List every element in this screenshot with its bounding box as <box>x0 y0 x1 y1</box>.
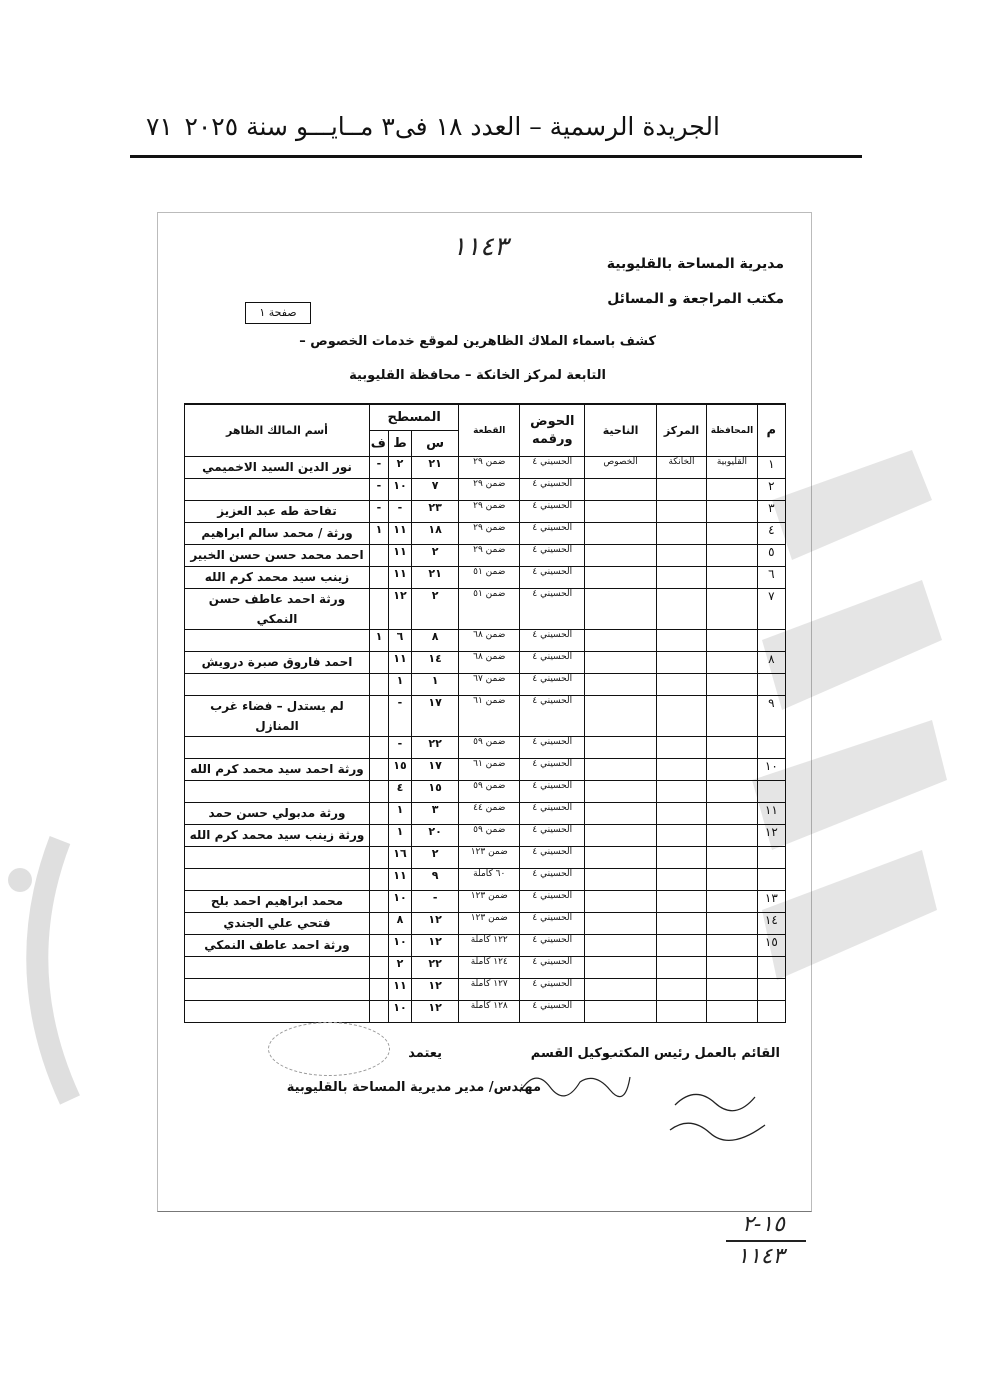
cell-t: ١٠ <box>388 935 411 957</box>
cell-s: ٢٢ <box>412 957 459 979</box>
cell-t: ١١ <box>388 652 411 674</box>
cell-seq <box>757 674 785 696</box>
cell-gov <box>707 674 757 696</box>
cell-owner <box>185 674 370 696</box>
cell-gov: القليوبية <box>707 457 757 479</box>
signature-scribble-2 <box>665 1085 775 1145</box>
cell-f <box>369 1001 388 1023</box>
cell-t: ١٥ <box>388 759 411 781</box>
cell-basin: الحسيني ٤ <box>520 545 585 567</box>
cell-center <box>656 825 706 847</box>
cell-center <box>656 803 706 825</box>
cell-seq: ١٠ <box>757 759 785 781</box>
cell-s: - <box>412 891 459 913</box>
cell-basin: الحسيني ٤ <box>520 589 585 630</box>
cell-seq <box>757 630 785 652</box>
cell-center <box>656 652 706 674</box>
cell-f <box>369 957 388 979</box>
cell-t: - <box>388 501 411 523</box>
directorate-name: مديرية المساحة بالقليوبية <box>606 256 784 272</box>
cell-district <box>585 891 656 913</box>
cell-seq: ١٢ <box>757 825 785 847</box>
cell-plot: ضمن ٥١ <box>459 567 520 589</box>
cell-center <box>656 567 706 589</box>
cell-gov <box>707 759 757 781</box>
cell-district <box>585 979 656 1001</box>
page-number: ٧١ <box>146 112 173 141</box>
cell-f <box>369 567 388 589</box>
cell-basin: الحسيني ٤ <box>520 781 585 803</box>
cell-s: ٢١ <box>412 457 459 479</box>
cell-plot: ضمن ٥١ <box>459 589 520 630</box>
header-governorate: المحافظة <box>707 404 757 457</box>
cell-plot: ضمن ٦١ <box>459 759 520 781</box>
cell-district <box>585 523 656 545</box>
cell-s: ١٤ <box>412 652 459 674</box>
cell-gov <box>707 825 757 847</box>
cell-basin: الحسيني ٤ <box>520 825 585 847</box>
table-row <box>185 935 786 957</box>
table-row <box>185 957 786 979</box>
cell-owner: ورثة احمد سيد محمد كرم الله <box>185 759 370 781</box>
table-row <box>185 545 786 567</box>
cell-center <box>656 501 706 523</box>
cell-owner: ورثة احمد عاطف حسن النمكي <box>185 589 370 630</box>
cell-basin: الحسيني ٤ <box>520 674 585 696</box>
cell-district <box>585 957 656 979</box>
cell-seq <box>757 957 785 979</box>
cell-gov <box>707 567 757 589</box>
header-district: الناحية <box>585 404 656 457</box>
document-title-line2: التابعة لمركز الخانكة – محافظة القليوبية <box>349 368 606 383</box>
cell-t: ١١ <box>388 523 411 545</box>
cell-s: ١٧ <box>412 696 459 737</box>
table-row <box>185 457 786 479</box>
table-row <box>185 803 786 825</box>
table-row <box>185 696 786 737</box>
cell-seq: ١٣ <box>757 891 785 913</box>
cell-gov <box>707 869 757 891</box>
cell-gov <box>707 696 757 737</box>
cell-s: ٢١ <box>412 567 459 589</box>
cell-district <box>585 803 656 825</box>
table-row <box>185 913 786 935</box>
cell-t: ٢ <box>388 957 411 979</box>
cell-seq: ١٥ <box>757 935 785 957</box>
cell-district <box>585 781 656 803</box>
cell-plot: ضمن ١٢٣ <box>459 847 520 869</box>
cell-center <box>656 891 706 913</box>
table-row <box>185 523 786 545</box>
header-center: المركز <box>656 404 706 457</box>
cell-f <box>369 674 388 696</box>
cell-center <box>656 545 706 567</box>
table-row <box>185 501 786 523</box>
table-row <box>185 891 786 913</box>
cell-seq <box>757 979 785 1001</box>
cell-f <box>369 589 388 630</box>
table-row <box>185 759 786 781</box>
cell-s: ٢٣ <box>412 501 459 523</box>
cell-basin: الحسيني ٤ <box>520 652 585 674</box>
header-basin: الحوض ورقمه <box>520 404 585 457</box>
cell-seq: ١٤ <box>757 913 785 935</box>
cell-basin: الحسيني ٤ <box>520 630 585 652</box>
cell-seq <box>757 847 785 869</box>
cell-gov <box>707 523 757 545</box>
cell-t: ١ <box>388 674 411 696</box>
cell-seq: ٦ <box>757 567 785 589</box>
cell-f <box>369 979 388 1001</box>
cell-plot: ١٢٨ كاملة <box>459 1001 520 1023</box>
cell-center <box>656 781 706 803</box>
cell-t: ١٢ <box>388 589 411 630</box>
cell-owner: ورثة زينب سيد محمد كرم الله <box>185 825 370 847</box>
cell-owner: ورثة مدبولي حسن حمد <box>185 803 370 825</box>
owners-table <box>184 403 786 1023</box>
cell-f: ١ <box>369 630 388 652</box>
cell-owner: ورثة احمد عاطف النمكي <box>185 935 370 957</box>
sig-dept-deputy: وكيل القسم <box>530 1046 610 1061</box>
cell-t: ٢ <box>388 457 411 479</box>
cell-basin: الحسيني ٤ <box>520 891 585 913</box>
table-row <box>185 781 786 803</box>
cell-basin: الحسيني ٤ <box>520 869 585 891</box>
cell-owner: زينب سيد محمد كرم الله <box>185 567 370 589</box>
handwritten-top-number: ١١٤٣ <box>452 232 508 262</box>
cell-f <box>369 825 388 847</box>
cell-gov <box>707 479 757 501</box>
fraction-line <box>726 1240 806 1242</box>
cell-owner <box>185 979 370 1001</box>
cell-f <box>369 737 388 759</box>
cell-gov <box>707 630 757 652</box>
cell-gov <box>707 847 757 869</box>
cell-f <box>369 803 388 825</box>
cell-district <box>585 501 656 523</box>
cell-basin: الحسيني ٤ <box>520 567 585 589</box>
cell-district <box>585 869 656 891</box>
cell-district <box>585 913 656 935</box>
table-row <box>185 589 786 630</box>
cell-district <box>585 825 656 847</box>
cell-basin: الحسيني ٤ <box>520 457 585 479</box>
cell-district <box>585 652 656 674</box>
cell-t: ١٠ <box>388 891 411 913</box>
cell-basin: الحسيني ٤ <box>520 957 585 979</box>
official-stamp <box>268 1022 390 1076</box>
signature-scribble-1 <box>515 1062 635 1102</box>
cell-owner: احمد فاروق صبرة درويش <box>185 652 370 674</box>
cell-owner <box>185 479 370 501</box>
table-row <box>185 1001 786 1023</box>
cell-seq: ٨ <box>757 652 785 674</box>
cell-owner <box>185 737 370 759</box>
cell-gov <box>707 913 757 935</box>
cell-f <box>369 652 388 674</box>
cell-plot: ضمن ٢٩ <box>459 523 520 545</box>
cell-plot: ضمن ٦٨ <box>459 652 520 674</box>
cell-plot: ضمن ١٢٣ <box>459 891 520 913</box>
watermark-left <box>0 820 140 1120</box>
cell-f <box>369 847 388 869</box>
cell-district <box>585 737 656 759</box>
cell-t: ١١ <box>388 869 411 891</box>
cell-center <box>656 696 706 737</box>
cell-s: ١٨ <box>412 523 459 545</box>
header-area-t: ط <box>388 431 411 457</box>
cell-center: الخانكة <box>656 457 706 479</box>
cell-basin: الحسيني ٤ <box>520 913 585 935</box>
cell-center <box>656 674 706 696</box>
cell-plot: ضمن ٦١ <box>459 696 520 737</box>
cell-s: ١٢ <box>412 979 459 1001</box>
header-divider <box>130 155 862 158</box>
cell-t: - <box>388 737 411 759</box>
cell-center <box>656 935 706 957</box>
cell-center <box>656 737 706 759</box>
cell-plot: ٦٠ كاملة <box>459 869 520 891</box>
cell-plot: ضمن ٢٩ <box>459 457 520 479</box>
cell-district <box>585 545 656 567</box>
cell-center <box>656 869 706 891</box>
cell-center <box>656 979 706 1001</box>
cell-f <box>369 759 388 781</box>
cell-district: الخصوص <box>585 457 656 479</box>
cell-district <box>585 674 656 696</box>
table-row <box>185 567 786 589</box>
cell-district <box>585 589 656 630</box>
table-row <box>185 652 786 674</box>
cell-seq: ٥ <box>757 545 785 567</box>
owners-table-body <box>185 457 786 1023</box>
cell-s: ٢ <box>412 847 459 869</box>
cell-district <box>585 630 656 652</box>
cell-owner: تفاحة طه عبد العزيز <box>185 501 370 523</box>
cell-s: ٢ <box>412 589 459 630</box>
cell-center <box>656 589 706 630</box>
cell-s: ١٢ <box>412 935 459 957</box>
cell-basin: الحسيني ٤ <box>520 1001 585 1023</box>
cell-seq <box>757 869 785 891</box>
cell-s: ٩ <box>412 869 459 891</box>
cell-gov <box>707 545 757 567</box>
handwritten-fraction-bottom: ١١٤٣ <box>737 1244 785 1269</box>
cell-f <box>369 545 388 567</box>
cell-owner: لم يستدل – فضاء غرب المنازل <box>185 696 370 737</box>
cell-f <box>369 869 388 891</box>
cell-t: ١٠ <box>388 479 411 501</box>
cell-district <box>585 1001 656 1023</box>
cell-seq: ١١ <box>757 803 785 825</box>
office-name: مكتب المراجعة و المسائل <box>607 291 784 307</box>
cell-owner <box>185 869 370 891</box>
cell-gov <box>707 737 757 759</box>
cell-plot: ضمن ١٢٣ <box>459 913 520 935</box>
cell-f: - <box>369 457 388 479</box>
cell-t: ١ <box>388 825 411 847</box>
cell-basin: الحسيني ٤ <box>520 479 585 501</box>
cell-f: ١ <box>369 523 388 545</box>
header-owner: أسم المالك الظاهر <box>185 404 370 457</box>
cell-center <box>656 1001 706 1023</box>
cell-owner: احمد محمد حسن حسن الخبير <box>185 545 370 567</box>
cell-gov <box>707 891 757 913</box>
header-area: المسطح <box>369 404 458 431</box>
cell-gov <box>707 803 757 825</box>
cell-gov <box>707 957 757 979</box>
cell-owner: فتحي علي الجندي <box>185 913 370 935</box>
sig-engineer: مهندس/ مدير مديرية المساحة بالقليوبية <box>286 1080 541 1095</box>
cell-t: ١١ <box>388 567 411 589</box>
cell-basin: الحسيني ٤ <box>520 696 585 737</box>
cell-seq <box>757 737 785 759</box>
cell-gov <box>707 979 757 1001</box>
cell-basin: الحسيني ٤ <box>520 979 585 1001</box>
cell-f <box>369 696 388 737</box>
cell-center <box>656 479 706 501</box>
cell-t: ١١ <box>388 979 411 1001</box>
cell-plot: ضمن ٤٤ <box>459 803 520 825</box>
table-row <box>185 869 786 891</box>
cell-f <box>369 913 388 935</box>
cell-seq: ٩ <box>757 696 785 737</box>
cell-owner: ورثة / محمد سالم ابراهيم <box>185 523 370 545</box>
cell-seq: ١ <box>757 457 785 479</box>
cell-s: ١٥ <box>412 781 459 803</box>
cell-f <box>369 891 388 913</box>
cell-basin: الحسيني ٤ <box>520 759 585 781</box>
cell-gov <box>707 781 757 803</box>
cell-s: ٣ <box>412 803 459 825</box>
cell-basin: الحسيني ٤ <box>520 737 585 759</box>
cell-s: ١٢ <box>412 913 459 935</box>
page-label-box: صفحة ١ <box>245 302 311 324</box>
cell-plot: ١٢٧ كاملة <box>459 979 520 1001</box>
cell-s: ٢ <box>412 545 459 567</box>
cell-seq: ٤ <box>757 523 785 545</box>
cell-district <box>585 935 656 957</box>
cell-basin: الحسيني ٤ <box>520 523 585 545</box>
cell-plot: ضمن ٥٩ <box>459 737 520 759</box>
table-row <box>185 979 786 1001</box>
cell-plot: ١٢٤ كاملة <box>459 957 520 979</box>
cell-t: ١ <box>388 803 411 825</box>
cell-gov <box>707 1001 757 1023</box>
cell-gov <box>707 652 757 674</box>
cell-seq <box>757 1001 785 1023</box>
cell-district <box>585 479 656 501</box>
cell-basin: الحسيني ٤ <box>520 847 585 869</box>
handwritten-fraction-top: ١٥-٢ <box>742 1212 785 1237</box>
cell-t: ٨ <box>388 913 411 935</box>
cell-district <box>585 696 656 737</box>
table-row <box>185 737 786 759</box>
header-plot: القطعة <box>459 404 520 457</box>
cell-t: ١٦ <box>388 847 411 869</box>
header-seq: م <box>757 404 785 457</box>
cell-owner: محمد ابراهيم احمد بلح <box>185 891 370 913</box>
cell-basin: الحسيني ٤ <box>520 803 585 825</box>
cell-owner <box>185 847 370 869</box>
cell-f: - <box>369 501 388 523</box>
cell-center <box>656 523 706 545</box>
cell-plot: ضمن ٢٩ <box>459 545 520 567</box>
table-row <box>185 674 786 696</box>
cell-center <box>656 759 706 781</box>
cell-t: ١١ <box>388 545 411 567</box>
cell-owner <box>185 630 370 652</box>
cell-district <box>585 847 656 869</box>
cell-s: ٨ <box>412 630 459 652</box>
cell-s: ٧ <box>412 479 459 501</box>
cell-owner <box>185 1001 370 1023</box>
cell-gov <box>707 589 757 630</box>
cell-seq: ٣ <box>757 501 785 523</box>
cell-seq: ٢ <box>757 479 785 501</box>
table-row <box>185 479 786 501</box>
cell-gov <box>707 501 757 523</box>
cell-t: - <box>388 696 411 737</box>
cell-s: ١٢ <box>412 1001 459 1023</box>
cell-plot: ضمن ٦٧ <box>459 674 520 696</box>
cell-seq <box>757 781 785 803</box>
cell-plot: ضمن ٦٨ <box>459 630 520 652</box>
cell-f: - <box>369 479 388 501</box>
cell-center <box>656 630 706 652</box>
cell-gov <box>707 935 757 957</box>
sig-office-head: رئيس المكتب <box>604 1046 690 1061</box>
cell-plot: ضمن ٥٩ <box>459 825 520 847</box>
cell-plot: ضمن ٢٩ <box>459 479 520 501</box>
cell-owner <box>185 781 370 803</box>
cell-center <box>656 957 706 979</box>
cell-seq: ٧ <box>757 589 785 630</box>
cell-s: ١ <box>412 674 459 696</box>
cell-plot: ضمن ٥٩ <box>459 781 520 803</box>
table-row <box>185 825 786 847</box>
sig-worker: القائم بالعمل <box>694 1046 780 1061</box>
header-area-s: س <box>412 431 459 457</box>
document-title-line1: كشف باسماء الملاك الظاهرين لموقع خدمات الخصوص – <box>299 334 656 349</box>
table-row <box>185 630 786 652</box>
table-row <box>185 847 786 869</box>
header-area-f: ف <box>369 431 388 457</box>
cell-s: ٢٠ <box>412 825 459 847</box>
cell-plot: ١٢٢ كاملة <box>459 935 520 957</box>
cell-f <box>369 781 388 803</box>
cell-owner: نور الدين السيد الاخميمي <box>185 457 370 479</box>
cell-t: ١٠ <box>388 1001 411 1023</box>
gazette-title: الجريدة الرسمية – العدد ١٨ فى٣ مــايـــو سنة ٢٠٢٥ <box>184 112 720 141</box>
cell-basin: الحسيني ٤ <box>520 935 585 957</box>
cell-owner <box>185 957 370 979</box>
cell-t: ٦ <box>388 630 411 652</box>
cell-f <box>369 935 388 957</box>
cell-s: ١٧ <box>412 759 459 781</box>
cell-district <box>585 759 656 781</box>
cell-plot: ضمن ٢٩ <box>459 501 520 523</box>
cell-center <box>656 913 706 935</box>
cell-center <box>656 847 706 869</box>
cell-t: ٤ <box>388 781 411 803</box>
cell-s: ٢٢ <box>412 737 459 759</box>
cell-district <box>585 567 656 589</box>
cell-basin: الحسيني ٤ <box>520 501 585 523</box>
sig-approve: يعتمد <box>408 1046 442 1061</box>
